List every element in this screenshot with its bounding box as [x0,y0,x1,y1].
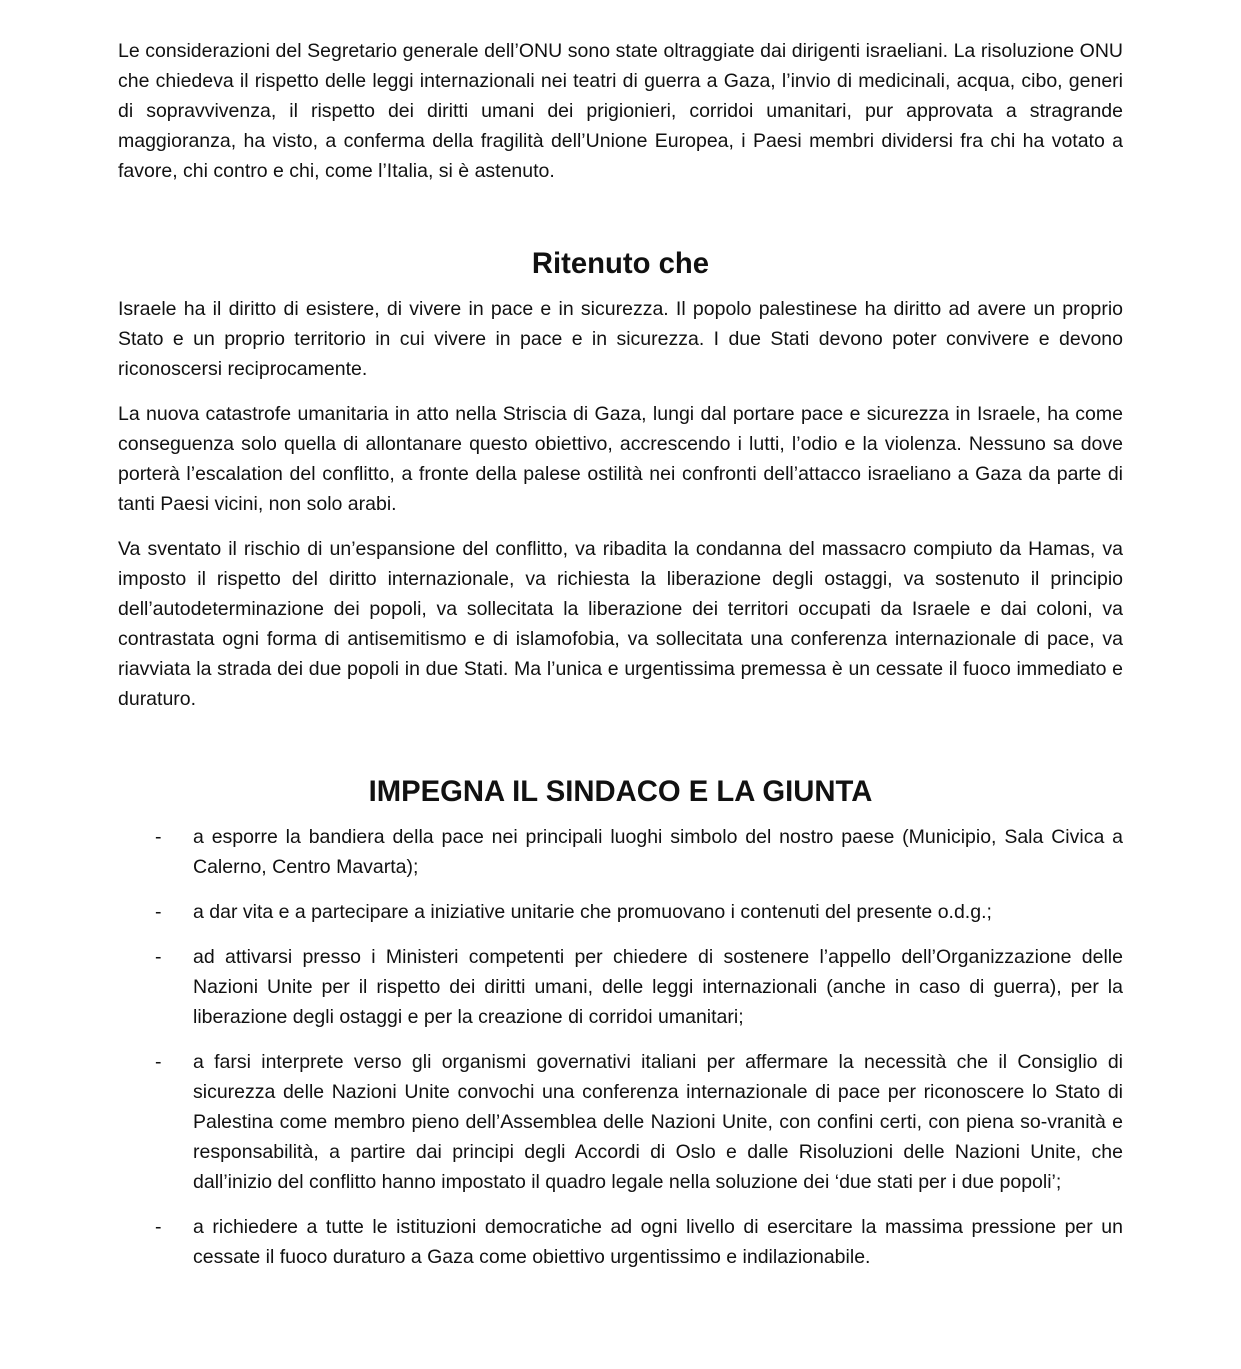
dash-bullet: - [155,1051,162,1073]
dash-bullet: - [155,826,162,848]
list-item [118,822,1123,882]
list-item-text: ad attivarsi presso i Ministeri competenti per chiedere di sostenere l’appello dell’Organizzazione delle Nazioni Unite per il rispetto dei diritti umani, delle leggi internazionali (anche in caso di guerra), per la liberazione degli ostaggi e per la creazione di corridoi umanitari; [193,946,1123,1028]
spacer [118,714,1123,777]
spacer [118,279,1123,294]
list-item-text: a farsi interprete verso gli organismi governativi italiani per affermare la necessità che il Consiglio di sicurezza delle Nazioni Unite convochi una conferenza internazionale di pace per riconoscere lo Stato di Palestina come membro pieno dell’Assemblea delle Nazioni Unite, con confini certi, con piena so-vranità e responsabilità, a partire dai principi degli Accordi di Oslo e dalle Risoluzioni delle Nazioni Unite, che dall’inizio del conflitto hanno impostato il quadro legale nella soluzione dei ‘due stati per i due popoli’; [193,1051,1123,1193]
dash-bullet: - [155,946,162,968]
list-item-text: a richiedere a tutte le istituzioni democratiche ad ogni livello di esercitare la massima pressione per un cessate il fuoco duraturo a Gaza come obiettivo urgentissimo e indilazionabile. [193,1216,1123,1268]
list-item [118,897,1123,927]
dash-bullet: - [155,901,162,923]
ritenuto-paragraph-3: Va sventato il rischio di un’espansione del conflitto, va ribadita la condanna del massacro compiuto da Hamas, va imposto il rispetto del diritto internazionale, va richiesta la liberazione degli ostaggi, va sostenuto il principio dell’autodeterminazione dei popoli, va sollecitata la liberazione dei territori occupati da Israele e dai coloni, va contrastata ogni forma di antisemitismo e di islamofobia, va sollecitata una conferenza internazionale di pace, va riavviata la strada dei due popoli in due Stati. Ma l’unica e urgentissima premessa è un cessate il fuoco immediato e duraturo. [118,538,1123,710]
intro-paragraph: Le considerazioni del Segretario generale dell’ONU sono state oltraggiate dai dirigenti israeliani. La risoluzione ONU che chiedeva il rispetto delle leggi internazionali nei teatri di guerra a Gaza, l’invio di medicinali, acqua, cibo, generi di sopravvivenza, il rispetto dei diritti umani dei prigionieri, corridoi umanitari, pur approvata a stragrande maggioranza, ha visto, a conferma della fragilità dell’Unione Europea, i Paesi membri dividersi fra chi ha votato a favore, chi contro e chi, come l’Italia, si è astenuto. [118,40,1123,182]
spacer [118,186,1123,249]
dash-bullet: - [155,1216,162,1238]
list-item [118,1047,1123,1197]
spacer [118,807,1123,822]
ritenuto-paragraph-1: Israele ha il diritto di esistere, di vivere in pace e in sicurezza. Il popolo palestinese ha diritto ad avere un proprio Stato e un proprio territorio in cui vivere in pace e in sicurezza. I due Stati devono poter convivere e devono riconoscersi reciprocamente. [118,298,1123,380]
spacer [118,519,1123,534]
list-item-text: a dar vita e a partecipare a iniziative unitarie che promuovano i contenuti del presente o.d.g.; [193,901,992,923]
list-item [118,942,1123,1032]
spacer [118,384,1123,399]
document-page [118,36,1123,1272]
list-item [118,1212,1123,1272]
list-item-text: a esporre la bandiera della pace nei principali luoghi simbolo del nostro paese (Municipio, Sala Civica a Calerno, Centro Mavarta); [193,826,1123,878]
heading-impegna: IMPEGNA IL SINDACO E LA GIUNTA [368,776,873,808]
ritenuto-paragraph-2: La nuova catastrofe umanitaria in atto nella Striscia di Gaza, lungi dal portare pace e sicurezza in Israele, ha come conseguenza solo quella di allontanare questo obiettivo, accrescendo i lutti, l’odio e la violenza. Nessuno sa dove porterà l’escalation del conflitto, a fronte della palese ostilità nei confronti dell’attacco israeliano a Gaza da parte di tanti Paesi vicini, non solo arabi. [118,403,1123,515]
commitments-list [118,822,1123,1272]
heading-ritenuto-che: Ritenuto che [531,248,710,280]
